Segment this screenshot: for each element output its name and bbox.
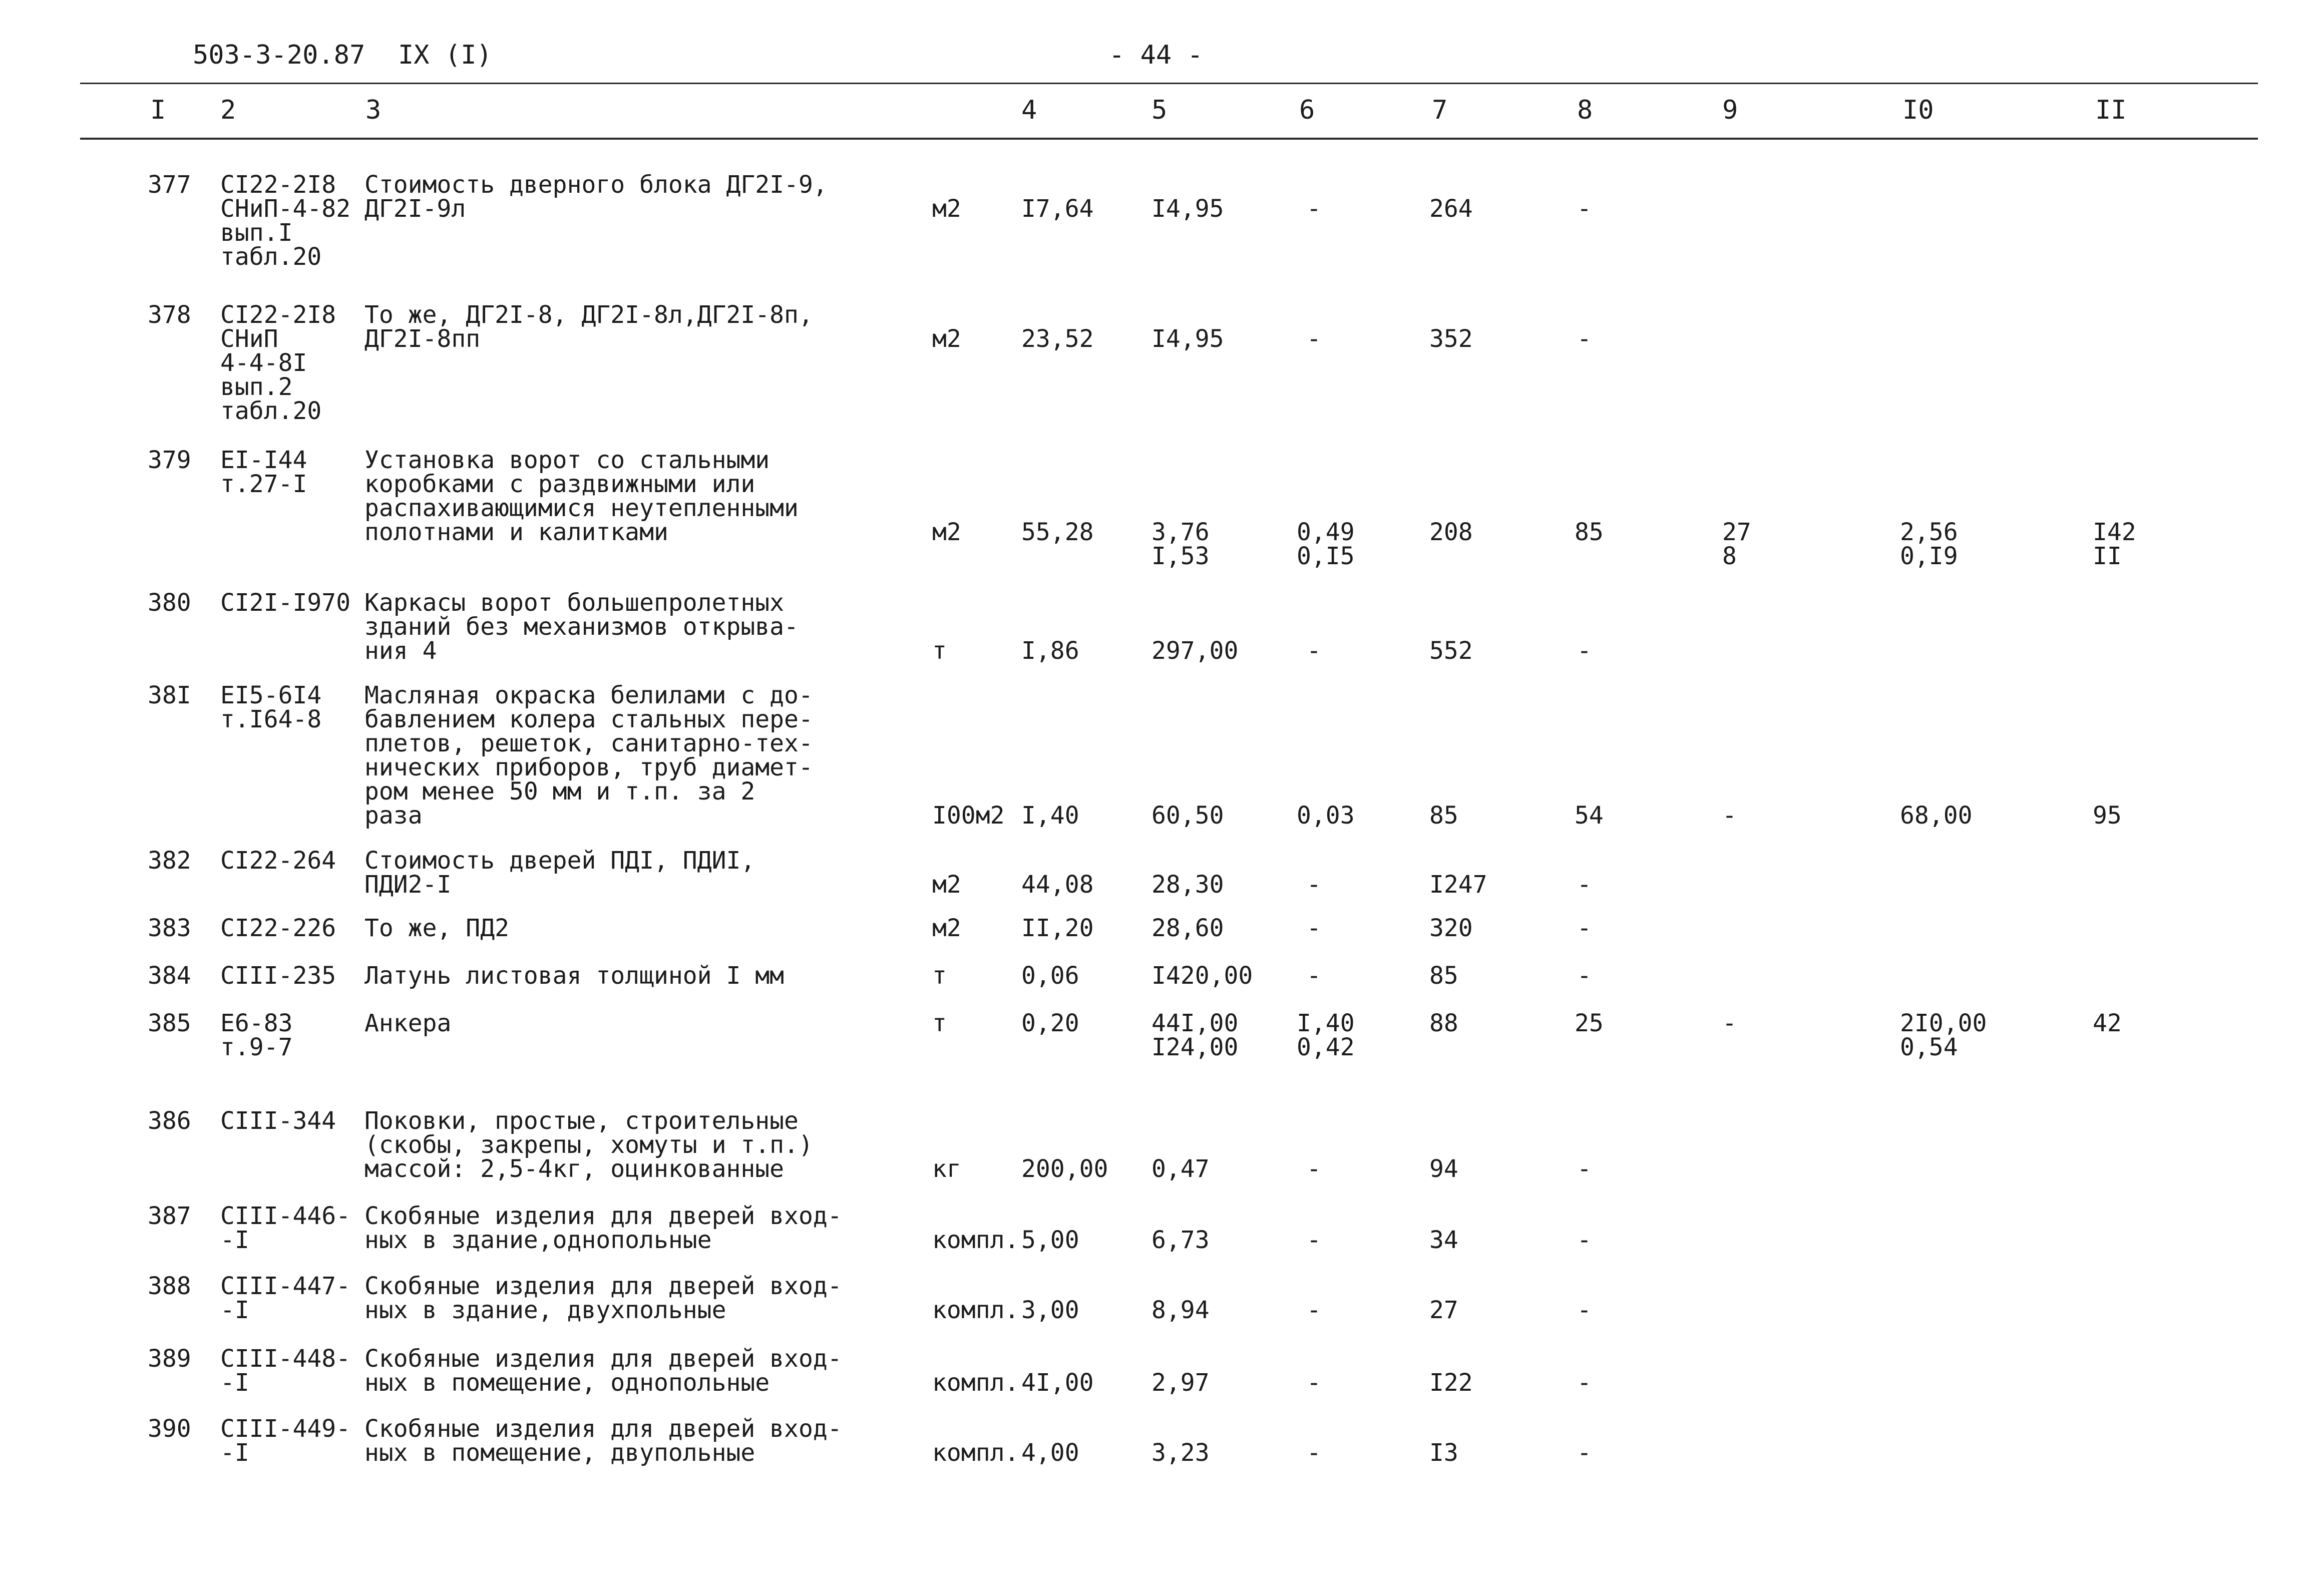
total-cost: 88 [1429, 1009, 1458, 1037]
column-8-value: - [1577, 637, 1592, 665]
column-11-value: II [2093, 542, 2122, 570]
quantity: 23,52 [1021, 325, 1094, 353]
quantity: I7,64 [1021, 195, 1094, 223]
total-cost: 27 [1429, 1296, 1458, 1324]
column-8-value: - [1577, 871, 1592, 899]
column-number-col-2: 2 [220, 95, 236, 125]
row-number: 377 [148, 171, 191, 199]
unit-cost: 3,23 [1151, 1439, 1210, 1467]
column-6-value: - [1307, 914, 1321, 942]
column-10-value: 2,56 [1900, 518, 1958, 546]
column-6-value: I,40 [1297, 1009, 1355, 1037]
column-8-value: - [1577, 1226, 1592, 1254]
norm-code: CIII-446- [220, 1202, 351, 1230]
quantity: 200,00 [1021, 1155, 1108, 1183]
column-8-value: - [1577, 914, 1592, 942]
norm-code: -I [220, 1439, 249, 1467]
column-6-value: 0,49 [1297, 518, 1355, 546]
column-number-col-9: 9 [1722, 95, 1738, 125]
column-6-value: - [1307, 871, 1321, 899]
description-line: ПДИ2-I [364, 871, 452, 899]
norm-code: CI2I-I970 [220, 589, 351, 617]
column-6-value: - [1307, 325, 1321, 353]
norm-code: вып.2 [220, 373, 293, 401]
description-line: Скобяные изделия для дверей вход- [364, 1345, 842, 1373]
row-number: 383 [148, 914, 191, 942]
description-line: зданий без механизмов открыва- [364, 613, 799, 641]
description-line: Стоимость дверного блока ДГ2I-9, [364, 171, 828, 199]
unit-of-measure: I00м2 [932, 802, 1005, 830]
column-8-value: - [1577, 1369, 1592, 1397]
quantity: 0,20 [1021, 1009, 1079, 1037]
column-6-value: 0,42 [1297, 1033, 1355, 1061]
column-10-value: 0,I9 [1900, 542, 1958, 570]
norm-code: -I [220, 1296, 249, 1324]
column-8-value: - [1577, 195, 1592, 223]
description-line: раза [364, 802, 423, 830]
unit-cost: 0,47 [1151, 1155, 1210, 1183]
column-8-value: - [1577, 325, 1592, 353]
total-cost: 352 [1429, 325, 1473, 353]
description-line: ных в здание,однопольные [364, 1226, 712, 1254]
row-number: 382 [148, 847, 191, 875]
row-number: 390 [148, 1415, 191, 1443]
column-number-col-7: 7 [1432, 95, 1448, 125]
unit-cost: I24,00 [1151, 1033, 1239, 1061]
unit-cost: I4,95 [1151, 195, 1224, 223]
unit-cost: 8,94 [1151, 1296, 1210, 1324]
unit-of-measure: м2 [932, 195, 961, 223]
column-8-value: - [1577, 1296, 1592, 1324]
unit-of-measure: компл. [932, 1439, 1019, 1467]
column-8-value: - [1577, 1155, 1592, 1183]
unit-of-measure: компл. [932, 1369, 1019, 1397]
description-line: Каркасы ворот большепролетных [364, 589, 785, 617]
unit-cost: I4,95 [1151, 325, 1224, 353]
description-line: ных в здание, двухпольные [364, 1296, 726, 1324]
description-line: нических приборов, труб диамет- [364, 753, 813, 781]
column-6-value: - [1307, 1439, 1321, 1467]
total-cost: 552 [1429, 637, 1473, 665]
unit-cost: 297,00 [1151, 637, 1239, 665]
description-line: Скобяные изделия для дверей вход- [364, 1202, 842, 1230]
description-line: бавлением колера стальных пере- [364, 705, 813, 733]
column-6-value: 0,03 [1297, 802, 1355, 830]
quantity: 4,00 [1021, 1439, 1079, 1467]
description-line: ния 4 [364, 637, 437, 665]
unit-cost: 44I,00 [1151, 1009, 1239, 1037]
column-number-col-1: I [150, 95, 166, 125]
total-cost: I3 [1429, 1439, 1458, 1467]
unit-of-measure: компл. [932, 1226, 1019, 1254]
description-line: плетов, решеток, санитарно-тех- [364, 729, 813, 757]
unit-cost: 2,97 [1151, 1369, 1210, 1397]
column-8-value: 25 [1575, 1009, 1604, 1037]
total-cost: 264 [1429, 195, 1473, 223]
description-line: Скобяные изделия для дверей вход- [364, 1415, 842, 1443]
section-number: IX (I) [398, 40, 492, 70]
column-number-col-3: 3 [365, 95, 381, 125]
column-6-value: - [1307, 1226, 1321, 1254]
row-number: 380 [148, 589, 191, 617]
norm-code: CI22-2I8 [220, 301, 336, 329]
unit-cost: 28,60 [1151, 914, 1224, 942]
unit-of-measure: м2 [932, 325, 961, 353]
unit-cost: I420,00 [1151, 962, 1253, 990]
unit-of-measure: м2 [932, 914, 961, 942]
column-10-value: 2I0,00 [1900, 1009, 1987, 1037]
norm-code: т.9-7 [220, 1033, 293, 1061]
row-number: 38I [148, 681, 191, 709]
norm-code: CIII-235 [220, 962, 336, 990]
unit-of-measure: т [932, 962, 947, 990]
column-11-value: 42 [2093, 1009, 2122, 1037]
norm-code: 4-4-8I [220, 349, 307, 377]
column-8-value: - [1577, 1439, 1592, 1467]
unit-of-measure: кг [932, 1155, 961, 1183]
column-8-value: 54 [1575, 802, 1604, 830]
description-line: Скобяные изделия для дверей вход- [364, 1272, 842, 1300]
column-number-col-5: 5 [1151, 95, 1168, 125]
total-cost: 320 [1429, 914, 1473, 942]
unit-of-measure: т [932, 1009, 947, 1037]
row-number: 385 [148, 1009, 191, 1037]
description-line: Масляная окраска белилами с до- [364, 681, 813, 709]
unit-cost: 6,73 [1151, 1226, 1210, 1254]
column-6-value: - [1307, 195, 1321, 223]
quantity: 0,06 [1021, 962, 1079, 990]
row-number: 378 [148, 301, 191, 329]
quantity: II,20 [1021, 914, 1094, 942]
norm-code: -I [220, 1369, 249, 1397]
unit-of-measure: компл. [932, 1296, 1019, 1324]
page-number: - 44 - [1109, 40, 1203, 70]
norm-code: вып.I [220, 219, 293, 247]
description-line: Анкера [364, 1009, 452, 1037]
header-bottom-rule [80, 138, 2258, 140]
description-line: массой: 2,5-4кг, оцинкованные [364, 1155, 785, 1183]
description-line: ром менее 50 мм и т.п. за 2 [364, 777, 755, 806]
quantity: I,40 [1021, 802, 1079, 830]
total-cost: 94 [1429, 1155, 1458, 1183]
column-6-value: - [1307, 962, 1321, 990]
norm-code: CIII-447- [220, 1272, 351, 1300]
description-line: ДГ2I-8пп [364, 325, 481, 353]
norm-code: т.27-I [220, 470, 307, 498]
column-10-value: 0,54 [1900, 1033, 1958, 1061]
description-line: Установка ворот со стальными [364, 446, 770, 474]
description-line: Стоимость дверей ПДI, ПДИI, [364, 847, 755, 875]
norm-code: EI-I44 [220, 446, 307, 474]
column-6-value: - [1307, 1296, 1321, 1324]
column-9-value: 27 [1722, 518, 1751, 546]
description-line: Латунь листовая толщиной I мм [364, 962, 785, 990]
row-number: 384 [148, 962, 191, 990]
norm-code: т.I64-8 [220, 705, 322, 733]
description-line: распахивающимися неутепленными [364, 494, 799, 522]
norm-code: CI22-226 [220, 914, 336, 942]
norm-code: CIII-344 [220, 1107, 336, 1135]
row-number: 388 [148, 1272, 191, 1300]
column-6-value: - [1307, 1369, 1321, 1397]
column-9-value: - [1722, 1009, 1737, 1037]
description-line: То же, ПД2 [364, 914, 509, 942]
norm-code: E6-83 [220, 1009, 293, 1037]
column-number-col-10: I0 [1902, 95, 1934, 125]
norm-code: СНиП-4-82 [220, 195, 351, 223]
norm-code: табл.20 [220, 397, 322, 425]
column-6-value: - [1307, 637, 1321, 665]
quantity: 55,28 [1021, 518, 1094, 546]
quantity: I,86 [1021, 637, 1079, 665]
norm-code: -I [220, 1226, 249, 1254]
column-9-value: 8 [1722, 542, 1737, 570]
norm-code: CIII-448- [220, 1345, 351, 1373]
column-number-col-11: II [2095, 95, 2127, 125]
column-9-value: - [1722, 802, 1737, 830]
column-10-value: 68,00 [1900, 802, 1973, 830]
row-number: 386 [148, 1107, 191, 1135]
description-line: ДГ2I-9л [364, 195, 466, 223]
unit-cost: 3,76 [1151, 518, 1210, 546]
norm-code: СНиП [220, 325, 278, 353]
row-number: 387 [148, 1202, 191, 1230]
column-11-value: 95 [2093, 802, 2122, 830]
unit-cost: 60,50 [1151, 802, 1224, 830]
column-8-value: - [1577, 962, 1592, 990]
description-line: ных в помещение, однопольные [364, 1369, 770, 1397]
quantity: 4I,00 [1021, 1369, 1094, 1397]
total-cost: I247 [1429, 871, 1487, 899]
description-line: коробками с раздвижными или [364, 470, 755, 498]
column-number-col-6: 6 [1299, 95, 1315, 125]
quantity: 3,00 [1021, 1296, 1079, 1324]
unit-of-measure: т [932, 637, 947, 665]
norm-code: CI22-264 [220, 847, 336, 875]
quantity: 5,00 [1021, 1226, 1079, 1254]
description-line: (скобы, закрепы, хомуты и т.п.) [364, 1131, 813, 1159]
description-line: полотнами и калитками [364, 518, 668, 546]
column-6-value: - [1307, 1155, 1321, 1183]
total-cost: 34 [1429, 1226, 1458, 1254]
unit-of-measure: м2 [932, 871, 961, 899]
row-number: 389 [148, 1345, 191, 1373]
total-cost: I22 [1429, 1369, 1473, 1397]
quantity: 44,08 [1021, 871, 1094, 899]
description-line: Поковки, простые, строительные [364, 1107, 799, 1135]
unit-cost: 28,30 [1151, 871, 1224, 899]
row-number: 379 [148, 446, 191, 474]
column-number-col-4: 4 [1021, 95, 1037, 125]
total-cost: 85 [1429, 962, 1458, 990]
norm-code: CIII-449- [220, 1415, 351, 1443]
total-cost: 208 [1429, 518, 1473, 546]
total-cost: 85 [1429, 802, 1458, 830]
document-code: 503-3-20.87 [193, 40, 365, 70]
column-11-value: I42 [2093, 518, 2136, 546]
norm-code: CI22-2I8 [220, 171, 336, 199]
column-6-value: 0,I5 [1297, 542, 1355, 570]
description-line: ных в помещение, двупольные [364, 1439, 755, 1467]
norm-code: табл.20 [220, 243, 322, 271]
unit-cost: I,53 [1151, 542, 1210, 570]
norm-code: EI5-6I4 [220, 681, 322, 709]
description-line: То же, ДГ2I-8, ДГ2I-8л,ДГ2I-8п, [364, 301, 813, 329]
column-number-col-8: 8 [1577, 95, 1593, 125]
unit-of-measure: м2 [932, 518, 961, 546]
column-8-value: 85 [1575, 518, 1604, 546]
header-top-rule [80, 83, 2258, 84]
